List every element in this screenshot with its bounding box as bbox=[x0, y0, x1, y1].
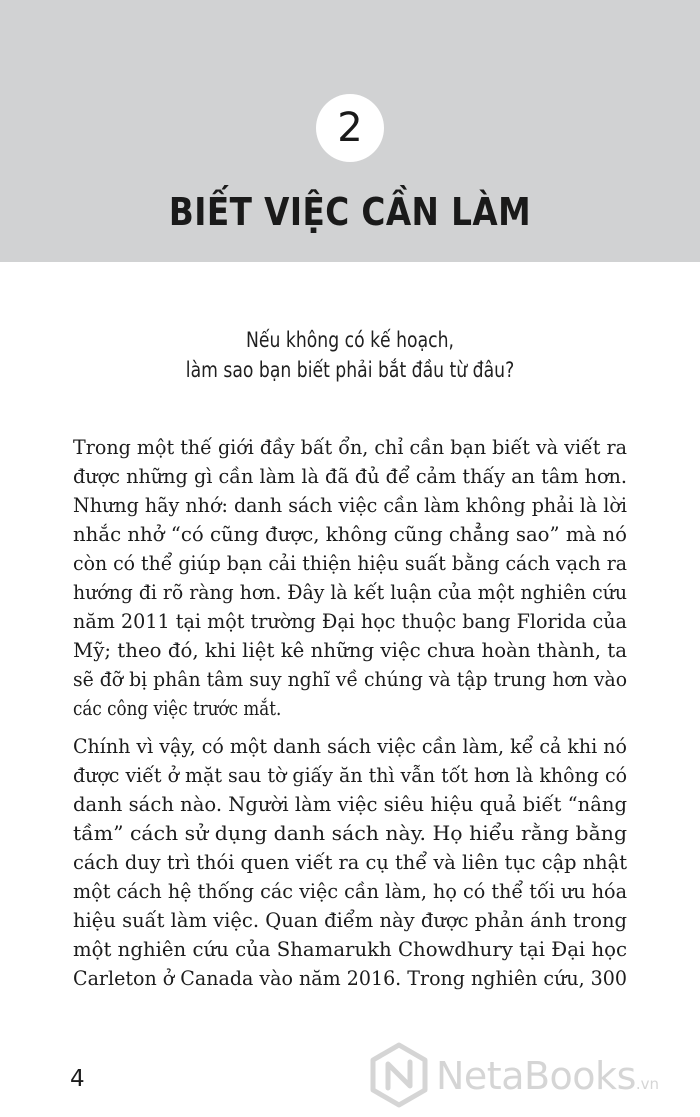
page-number: 4 bbox=[70, 1066, 85, 1092]
watermark-text: NetaBooks.vn bbox=[436, 1054, 660, 1098]
text-line: Carleton ở Canada vào năm 2016. Trong nghiên cứu, 300 bbox=[73, 967, 627, 990]
text-line: Nhưng hãy nhớ: danh sách việc cần làm không phải là lời bbox=[73, 494, 627, 517]
epigraph bbox=[0, 325, 700, 385]
text-line: còn có thể giúp bạn cải thiện hiệu suất bằng cách vạch ra bbox=[73, 552, 627, 575]
paragraph-2 bbox=[73, 732, 627, 993]
text-line: danh sách nào. Người làm việc siêu hiệu quả biết “nâng bbox=[73, 793, 627, 816]
text-line: sẽ đỡ bị phân tâm suy nghĩ về chúng và tập trung hơn vào bbox=[73, 668, 627, 691]
epigraph-line: làm sao bạn biết phải bắt đầu từ đâu? bbox=[185, 358, 515, 382]
text-line: Trong một thế giới đầy bất ổn, chỉ cần bạn biết và viết ra bbox=[73, 436, 627, 459]
text-line-last: các công việc trước mắt. bbox=[73, 697, 282, 720]
text-line: Mỹ; theo đó, khi liệt kê những việc chưa hoàn thành, ta bbox=[73, 639, 627, 662]
watermark bbox=[366, 1042, 700, 1112]
body-text bbox=[73, 433, 627, 1002]
text-line: hướng đi rõ ràng hơn. Đây là kết luận của một nghiên cứu bbox=[73, 581, 627, 604]
text-line: Chính vì vậy, có một danh sách việc cần làm, kể cả khi nó bbox=[73, 735, 627, 758]
chapter-header-band bbox=[0, 0, 700, 262]
chapter-title: BIẾT VIỆC CẦN LÀM bbox=[168, 190, 532, 234]
text-line: được những gì cần làm là đã đủ để cảm thấy an tâm hơn. bbox=[73, 465, 627, 488]
chapter-number-badge bbox=[316, 94, 384, 162]
text-line: cách duy trì thói quen viết ra cụ thể và liên tục cập nhật bbox=[73, 851, 627, 874]
text-line: một cách hệ thống các việc cần làm, họ có thể tối ưu hóa bbox=[73, 880, 627, 903]
text-line: một nghiên cứu của Shamarukh Chowdhury tại Đại học bbox=[73, 938, 627, 961]
text-line: năm 2011 tại một trường Đại học thuộc bang Florida của bbox=[73, 610, 627, 633]
text-line: hiệu suất làm việc. Quan điểm này được phản ánh trong bbox=[73, 909, 627, 932]
text-line: nhắc nhở “có cũng được, không cũng chẳng sao” mà nó bbox=[73, 523, 627, 546]
epigraph-line: Nếu không có kế hoạch, bbox=[246, 328, 454, 352]
paragraph-1 bbox=[73, 433, 627, 723]
netabooks-logo-icon bbox=[366, 1042, 432, 1108]
chapter-number: 2 bbox=[337, 105, 363, 151]
text-line: được viết ở mặt sau tờ giấy ăn thì vẫn tốt hơn là không có bbox=[73, 764, 627, 787]
text-line: tầm” cách sử dụng danh sách này. Họ hiểu rằng bằng bbox=[73, 822, 627, 845]
